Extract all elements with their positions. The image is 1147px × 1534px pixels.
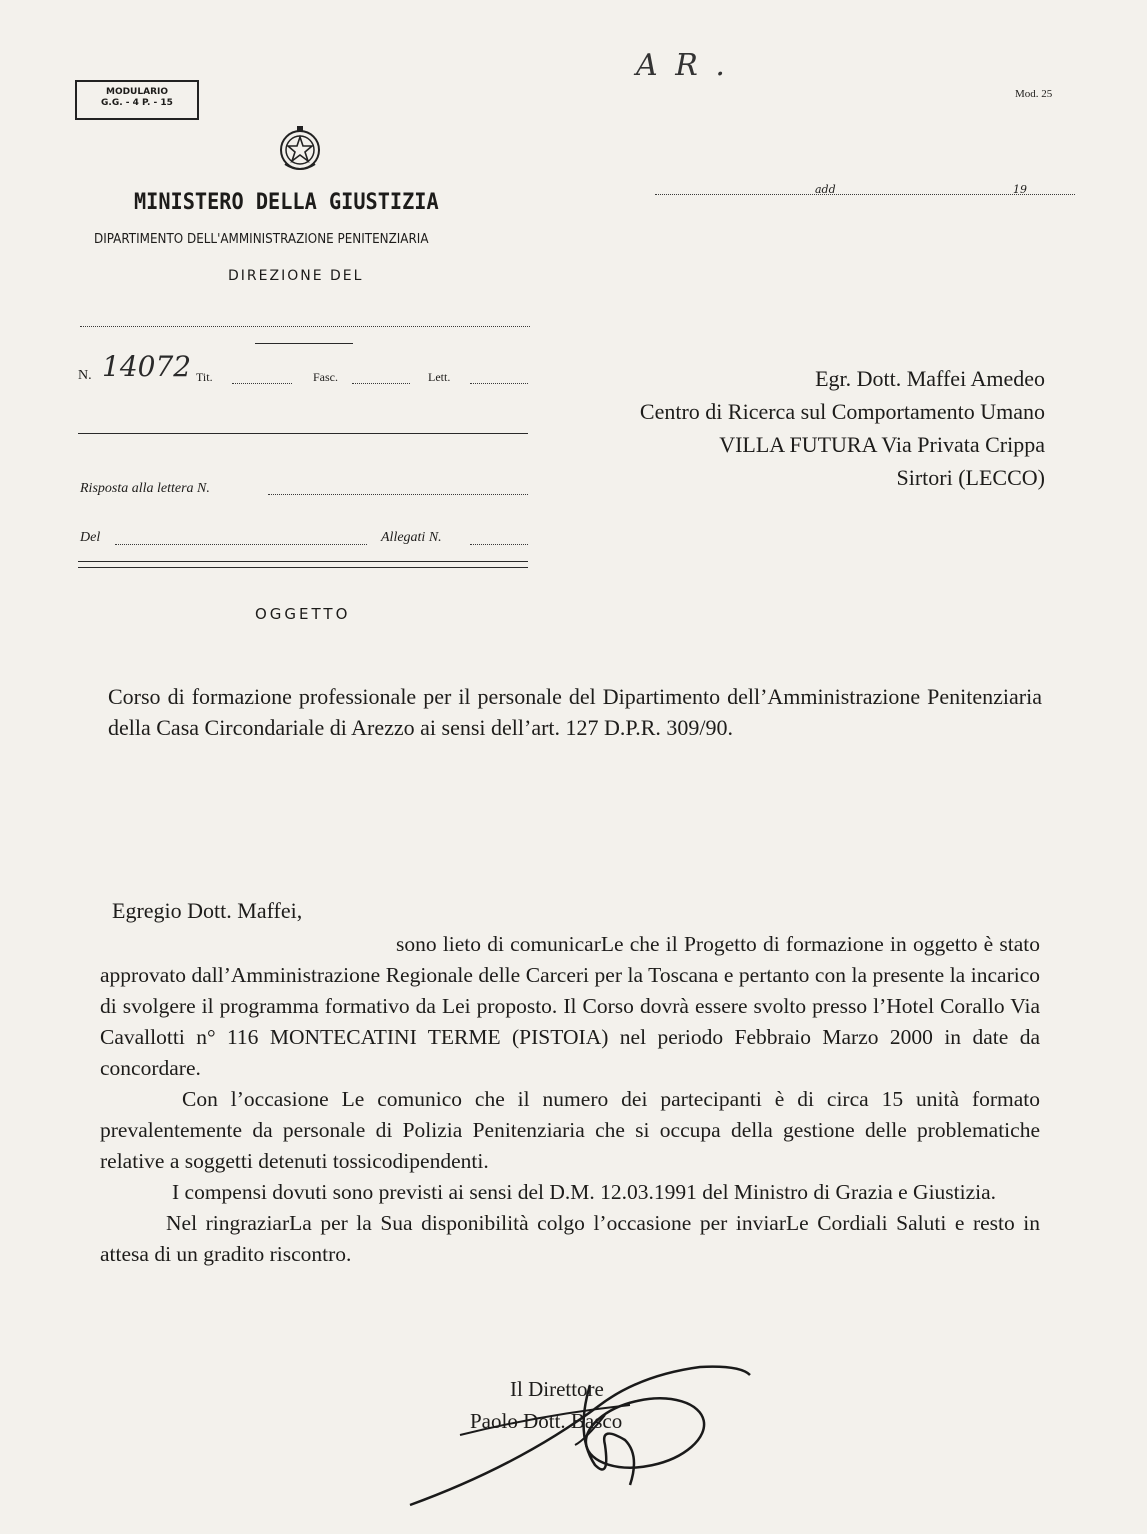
paragraph-4: Nel ringraziarLa per la Sua disponibilità colgo l’occasione per inviarLe Cordiali Saluti e resto in attesa di un gradito riscontro. (100, 1211, 1040, 1266)
allegati-label: Allegati N. (381, 530, 442, 545)
modulario-stamp (75, 80, 199, 120)
republic-emblem (275, 124, 325, 174)
subject-text (108, 681, 1042, 743)
paragraph-2: Con l’occasione Le comunico che il numero dei partecipanti è di circa 15 unità formato prevalentemente da personale di Polizia Penitenziaria che si occupa della gestione delle problematiche relative a soggetti detenuti tossicodipendenti. (100, 1087, 1040, 1173)
date-line-add: add (815, 183, 836, 196)
tit-label: Tit. (196, 370, 213, 384)
stamp-line-1: MODULARIO (105, 87, 168, 97)
protocol-number-value: 14072 (102, 350, 192, 383)
paragraph-3: I compensi dovuti sono previsti ai sensi del D.M. 12.03.1991 del Ministro di Grazia e Giustizia. (172, 1180, 997, 1204)
ministry-name: MINISTERO DELLA GIUSTIZIA (134, 190, 439, 215)
del-label: Del (80, 530, 101, 545)
signature-title: Il Direttore (510, 1377, 604, 1401)
department-name: DIPARTIMENTO DELL'AMMINISTRAZIONE PENITENZIARIA (94, 232, 429, 247)
recipient-block (520, 362, 1045, 494)
recipient-city: Sirtori (LECCO) (896, 465, 1045, 490)
short-divider (255, 343, 353, 344)
recipient-address: VILLA FUTURA Via Privata Crippa (719, 432, 1045, 457)
double-rule-bottom (78, 567, 528, 568)
handwritten-note: A R . (636, 48, 729, 83)
recipient-organization: Centro di Ricerca sul Comportamento Umano (639, 399, 1045, 424)
double-rule-top (78, 561, 528, 562)
fasc-line (352, 383, 410, 384)
recipient-name: Egr. Dott. Maffei Amedeo (815, 366, 1045, 391)
paragraph-1: sono lieto di comunicarLe che il Progetto di formazione in oggetto è stato approvato dall’Amministrazione Regionale delle Carceri per la Toscana e pertanto con la presente la incarico di svolgere il programma formativo da Lei proposto. Il Corso dovrà essere svolto presso l’Hotel Corallo Via Cavallotti n° 116 MONTECATINI TERME (PISTOIA) nel periodo Febbraio Marzo 2000 in date da concordare. (100, 932, 1040, 1080)
protocol-number-label: N. (78, 368, 92, 383)
lett-label: Lett. (428, 370, 451, 384)
del-line (115, 544, 367, 545)
allegati-line (470, 544, 528, 545)
date-line-19: 19 (1013, 183, 1027, 196)
fasc-label: Fasc. (313, 370, 338, 384)
mod-label: Mod. 25 (1015, 88, 1053, 100)
stamp-line-2: G.G. - 4 P. - 15 (101, 98, 173, 108)
salutation: Egregio Dott. Maffei, (112, 898, 303, 923)
direction-field-line (80, 326, 530, 327)
risposta-label: Risposta alla lettera N. (80, 481, 210, 496)
risposta-line (268, 494, 528, 495)
subject-paragraph: Corso di formazione professionale per il personale del Dipartimento dell’Amministrazione Penitenziaria della Casa Circondariale di Arezzo ai sensi dell’art. 127 D.P.R. 309/90. (108, 684, 1042, 740)
signature-name: Paolo Dott. Basco (470, 1409, 623, 1433)
handwritten-signature (400, 1345, 760, 1515)
direction-label: DIREZIONE DEL (228, 268, 364, 284)
subject-label: OGGETTO (255, 605, 351, 623)
date-line (655, 194, 1075, 195)
tit-line (232, 383, 292, 384)
letter-body (100, 929, 1040, 1270)
protocol-divider (78, 433, 528, 434)
